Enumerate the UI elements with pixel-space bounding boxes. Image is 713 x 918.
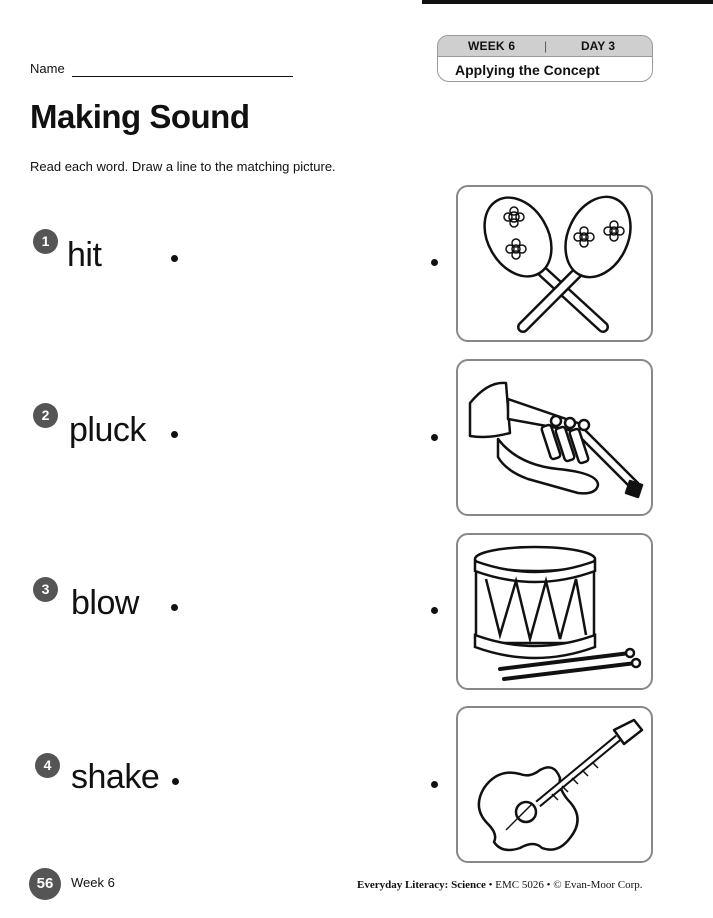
word-blow: blow xyxy=(71,584,139,622)
badge-concept: Applying the Concept xyxy=(455,62,600,78)
maracas-icon xyxy=(458,187,651,340)
page-number: 56 xyxy=(29,868,61,900)
item-number-3: 3 xyxy=(33,577,58,602)
item-number-4: 4 xyxy=(35,753,60,778)
picture-dot-3[interactable] xyxy=(431,607,438,614)
top-rule xyxy=(422,0,713,4)
trumpet-icon xyxy=(458,361,651,514)
picture-dot-2[interactable] xyxy=(431,434,438,441)
word-dot-3[interactable] xyxy=(171,604,178,611)
page-title: Making Sound xyxy=(30,98,250,135)
name-write-line[interactable] xyxy=(72,76,293,77)
badge-week: WEEK 6 xyxy=(468,39,516,53)
picture-dot-1[interactable] xyxy=(431,259,438,266)
picture-dot-4[interactable] xyxy=(431,781,438,788)
picture-card-guitar[interactable] xyxy=(456,706,653,863)
badge-separator: | xyxy=(544,39,548,53)
picture-card-maracas[interactable] xyxy=(456,185,653,342)
footer-credit-title: Everyday Literacy: Science xyxy=(357,879,486,891)
word-shake: shake xyxy=(71,758,160,796)
word-dot-4[interactable] xyxy=(172,778,179,785)
picture-card-trumpet[interactable] xyxy=(456,359,653,516)
footer-week: Week 6 xyxy=(71,875,115,890)
drum-icon xyxy=(458,535,651,688)
item-number-1: 1 xyxy=(33,229,58,254)
item-number-2: 2 xyxy=(33,403,58,428)
word-dot-2[interactable] xyxy=(171,431,178,438)
badge-top xyxy=(437,35,653,57)
footer-credit xyxy=(357,879,643,891)
word-dot-1[interactable] xyxy=(171,255,178,262)
badge-day: DAY 3 xyxy=(581,39,616,53)
name-label: Name xyxy=(30,61,65,76)
week-day-badge xyxy=(437,35,653,83)
guitar-icon xyxy=(458,708,651,861)
word-pluck: pluck xyxy=(69,411,146,449)
footer-credit-rest: • EMC 5026 • © Evan-Moor Corp. xyxy=(485,879,643,891)
word-hit: hit xyxy=(67,236,102,274)
instructions: Read each word. Draw a line to the matching picture. xyxy=(30,159,336,174)
picture-card-drum[interactable] xyxy=(456,533,653,690)
